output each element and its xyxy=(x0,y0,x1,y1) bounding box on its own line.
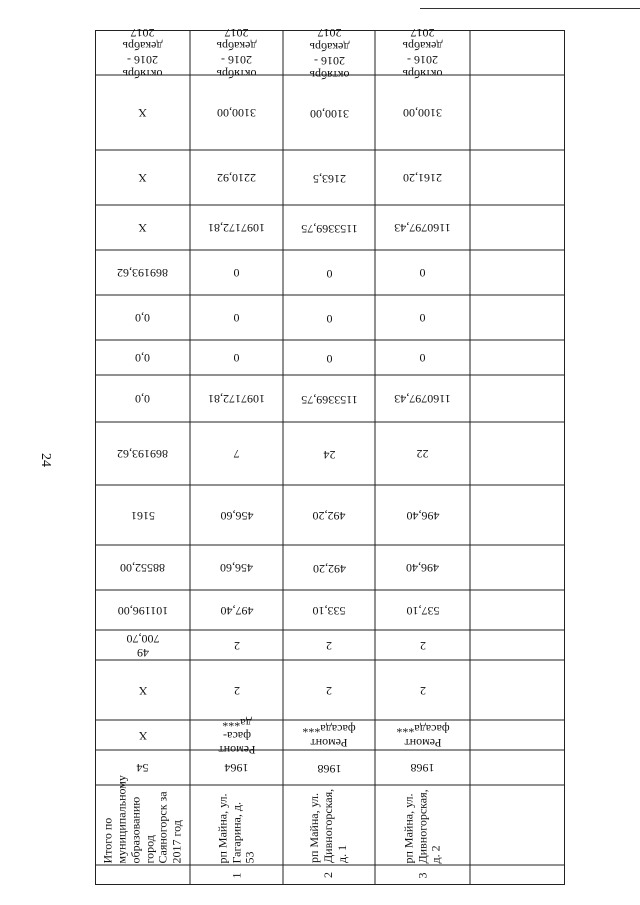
value-cell: 2210,92 xyxy=(217,171,256,186)
value-cell: 0 xyxy=(326,266,332,281)
value-cell: 496,40 xyxy=(406,508,439,523)
value-cell: 0 xyxy=(419,311,426,326)
value-cell: 0 xyxy=(233,351,240,366)
value-cell: октябрь 2016 - декабрь 2017 xyxy=(216,25,257,82)
value-cell: октябрь 2016 - декабрь 2017 xyxy=(309,25,349,82)
value-cell: 2 xyxy=(419,683,426,698)
value-cell: 2161,20 xyxy=(403,171,442,186)
value-cell: 1153369,75 xyxy=(300,221,358,236)
value-cell: 533,10 xyxy=(312,603,346,618)
value-cell: 2 xyxy=(233,638,240,653)
value-cell: X xyxy=(138,683,147,698)
value-cell: 456,60 xyxy=(220,508,253,523)
value-cell: октябрь 2016 - декабрь 2017 xyxy=(122,25,163,82)
value-cell: 3100,00 xyxy=(217,106,256,121)
value-cell: 1160797,43 xyxy=(394,392,451,407)
value-cell: 496,40 xyxy=(406,561,439,576)
value-cell: 537,10 xyxy=(406,603,439,618)
value-cell: 1968 xyxy=(317,761,341,776)
value-cell: 1097172,81 xyxy=(208,221,265,236)
address-cell: рп Майна, ул. Дивногорская, д. 1 xyxy=(307,788,349,863)
row-number: 2 xyxy=(321,872,336,878)
value-cell: 2 xyxy=(233,683,240,698)
value-cell: 497,40 xyxy=(220,603,253,618)
value-cell: 0,0 xyxy=(135,392,150,407)
row-number: 1 xyxy=(228,872,243,878)
value-cell: 2 xyxy=(326,683,332,698)
value-cell: 492,20 xyxy=(312,508,346,523)
address-cell: рп Майна, ул. Дивногорская, д. 2 xyxy=(400,788,443,863)
value-cell: 0,0 xyxy=(135,311,150,326)
value-cell: Ремонт фасада*** xyxy=(302,722,356,750)
value-cell: 1153369,75 xyxy=(300,392,358,407)
value-cell: 2 xyxy=(326,638,332,653)
value-cell: Ремонт фасада*** xyxy=(395,722,450,750)
value-cell: 0 xyxy=(419,351,426,366)
value-cell: 456,60 xyxy=(220,561,253,576)
row-number: 3 xyxy=(414,872,429,878)
row-number xyxy=(95,865,190,885)
value-cell: X xyxy=(138,106,147,121)
value-cell: Ремонт фаса-да*** xyxy=(217,715,256,757)
value-cell: 0 xyxy=(326,351,332,366)
value-cell: X xyxy=(138,221,147,236)
value-cell: 869193,62 xyxy=(117,447,168,462)
value-cell: 1968 xyxy=(410,761,435,776)
value-cell: октябрь 2016 - декабрь 2017 xyxy=(402,25,443,82)
value-cell: 869193,62 xyxy=(117,266,168,281)
value-cell: 0,0 xyxy=(135,351,150,366)
value-cell: 49 700,70 xyxy=(126,632,159,660)
value-cell: X xyxy=(138,728,147,743)
value-cell: 24 xyxy=(323,447,335,462)
value-cell: 3100,00 xyxy=(309,106,349,121)
address-cell: Итого по муниципальному образованию город Саяногорск за 2017 год xyxy=(100,774,184,863)
value-cell: 1160797,43 xyxy=(394,221,451,236)
value-cell: 0 xyxy=(419,266,426,281)
value-cell: 0 xyxy=(233,311,240,326)
value-cell: 2163,5 xyxy=(312,171,346,186)
page-number: 24 xyxy=(38,453,53,467)
value-cell: 1097172,81 xyxy=(208,392,265,407)
top-rule xyxy=(420,8,640,9)
address-cell: рп Майна, ул. Гагарина, д. 53 xyxy=(214,792,257,863)
value-cell: 0 xyxy=(326,311,332,326)
value-cell: 88552,00 xyxy=(120,561,165,576)
value-cell: 5161 xyxy=(130,508,155,523)
value-cell: 22 xyxy=(416,447,429,462)
value-cell: 7 xyxy=(233,447,240,462)
value-cell: 492,20 xyxy=(312,561,346,576)
value-cell: 0 xyxy=(233,266,240,281)
value-cell: 2 xyxy=(419,638,426,653)
value-cell: 54 xyxy=(136,761,149,776)
value-cell: 1964 xyxy=(224,761,249,776)
table-sheet xyxy=(95,25,565,885)
value-cell: 3100,00 xyxy=(403,106,442,121)
value-cell: 101196,00 xyxy=(117,603,168,618)
value-cell: X xyxy=(138,171,147,186)
